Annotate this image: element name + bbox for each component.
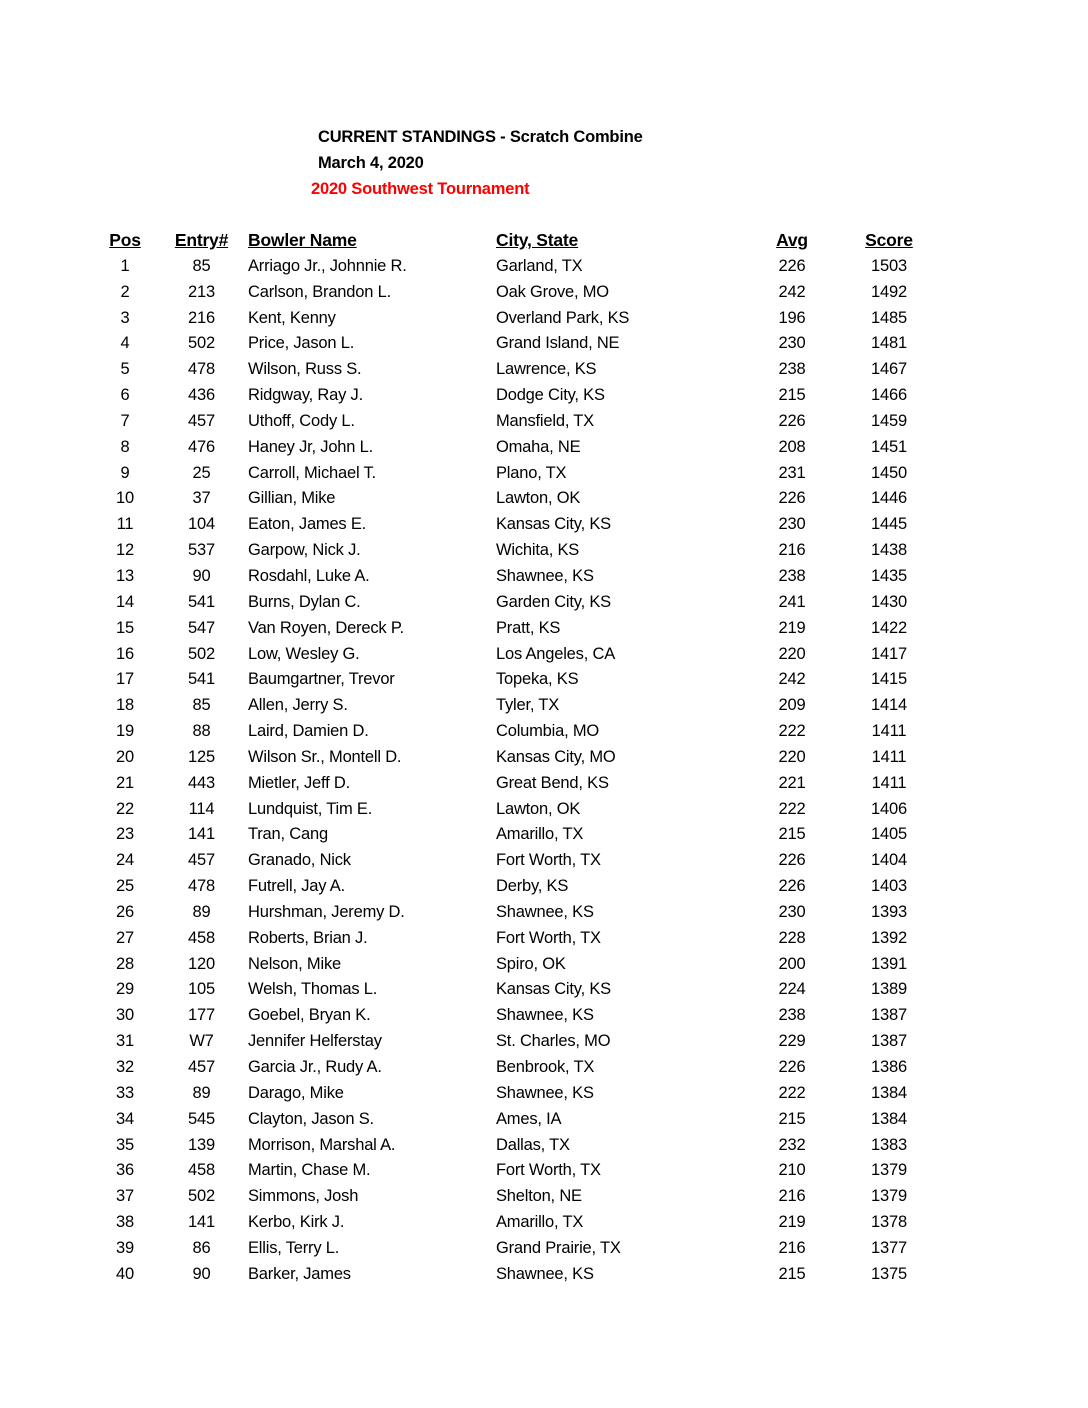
table-row — [95, 1133, 940, 1159]
cell-avg: 226 — [778, 1058, 806, 1076]
cell-bowler-name: Ellis, Terry L. — [248, 1238, 340, 1257]
cell-pos: 24 — [116, 851, 134, 870]
cell-pos: 34 — [116, 1109, 134, 1128]
cell-score: 1386 — [871, 1058, 907, 1076]
cell-pos: 22 — [116, 799, 134, 818]
cell-pos: 28 — [116, 954, 134, 973]
cell-avg: 232 — [778, 1135, 806, 1154]
cell-bowler-name: Darago, Mike — [248, 1083, 344, 1102]
cell-city-state: Amarillo, TX — [496, 825, 584, 844]
cell-city-state: Fort Worth, TX — [496, 928, 601, 947]
cell-pos: 11 — [116, 515, 134, 534]
table-row — [95, 667, 940, 693]
table-row — [95, 1055, 940, 1081]
cell-score: 1503 — [871, 256, 907, 275]
cell-entry: 436 — [188, 386, 215, 405]
cell-entry: 478 — [188, 877, 215, 896]
cell-city-state: Grand Prairie, TX — [496, 1238, 621, 1257]
cell-entry: 458 — [188, 928, 215, 947]
cell-score: 1393 — [871, 902, 907, 921]
cell-avg: 241 — [778, 592, 806, 611]
cell-entry: 37 — [192, 489, 211, 508]
cell-city-state: Fort Worth, TX — [496, 851, 601, 870]
cell-score: 1430 — [871, 592, 907, 611]
cell-score: 1375 — [871, 1264, 907, 1283]
table-row — [95, 745, 940, 771]
cell-avg: 215 — [778, 1109, 806, 1128]
cell-entry: 457 — [188, 1058, 215, 1076]
table-row — [95, 1081, 940, 1107]
cell-score: 1450 — [871, 463, 907, 482]
cell-pos: 25 — [116, 877, 134, 896]
cell-entry: 213 — [188, 282, 215, 301]
column-header-entry: Entry# — [174, 230, 229, 250]
table-row — [95, 435, 940, 461]
cell-pos: 5 — [120, 360, 130, 379]
cell-city-state: Oak Grove, MO — [496, 282, 609, 301]
table-row — [95, 538, 940, 564]
cell-bowler-name: Lundquist, Tim E. — [248, 799, 373, 818]
cell-avg: 196 — [778, 308, 806, 327]
cell-avg: 230 — [778, 515, 806, 534]
table-row — [95, 1236, 940, 1262]
cell-city-state: Kansas City, MO — [496, 747, 616, 766]
cell-score: 1414 — [871, 696, 907, 715]
cell-entry: 105 — [188, 980, 215, 999]
cell-pos: 29 — [116, 980, 134, 999]
cell-pos: 2 — [120, 282, 130, 301]
cell-pos: 19 — [116, 722, 134, 741]
cell-entry: 89 — [192, 902, 211, 921]
cell-entry: 125 — [188, 747, 215, 766]
cell-score: 1492 — [871, 282, 907, 301]
cell-bowler-name: Carroll, Michael T. — [248, 463, 376, 482]
cell-city-state: Lawton, OK — [496, 799, 581, 818]
cell-bowler-name: Welsh, Thomas L. — [248, 980, 378, 999]
cell-bowler-name: Morrison, Marshal A. — [248, 1135, 396, 1154]
cell-bowler-name: Kent, Kenny — [248, 308, 336, 327]
column-header-bowler-name: Bowler Name — [248, 230, 357, 250]
table-row — [95, 461, 940, 487]
cell-bowler-name: Martin, Chase M. — [248, 1161, 371, 1180]
cell-entry: 537 — [188, 541, 215, 560]
cell-bowler-name: Wilson Sr., Montell D. — [248, 747, 402, 766]
cell-city-state: St. Charles, MO — [496, 1032, 611, 1051]
cell-city-state: Dodge City, KS — [496, 386, 605, 405]
table-row — [95, 331, 940, 357]
table-row — [95, 797, 940, 823]
cell-entry: 457 — [188, 851, 215, 870]
cell-bowler-name: Futrell, Jay A. — [248, 877, 345, 896]
cell-city-state: Fort Worth, TX — [496, 1161, 601, 1180]
tournament-name: 2020 Southwest Tournament — [311, 180, 530, 198]
cell-pos: 20 — [116, 747, 134, 766]
cell-avg: 200 — [778, 954, 806, 973]
cell-avg: 242 — [778, 670, 806, 689]
cell-city-state: Shawnee, KS — [496, 566, 594, 585]
cell-bowler-name: Nelson, Mike — [248, 954, 341, 973]
cell-pos: 18 — [116, 696, 134, 715]
cell-pos: 15 — [116, 618, 134, 637]
cell-city-state: Shawnee, KS — [496, 1264, 594, 1283]
table-row — [95, 1262, 940, 1288]
cell-avg: 222 — [778, 1083, 806, 1102]
cell-avg: 208 — [778, 437, 806, 456]
cell-entry: 476 — [188, 437, 215, 456]
cell-score: 1445 — [871, 515, 907, 534]
cell-score: 1467 — [871, 360, 907, 379]
cell-city-state: Lawton, OK — [496, 489, 581, 508]
table-row — [95, 719, 940, 745]
cell-avg: 220 — [778, 747, 806, 766]
cell-score: 1411 — [871, 747, 907, 766]
table-row — [95, 280, 940, 306]
cell-pos: 3 — [120, 308, 130, 327]
cell-city-state: Dallas, TX — [496, 1135, 570, 1154]
cell-avg: 222 — [778, 799, 806, 818]
cell-entry: 541 — [188, 670, 215, 689]
cell-pos: 10 — [116, 489, 134, 508]
cell-score: 1405 — [871, 825, 907, 844]
cell-avg: 230 — [778, 902, 806, 921]
cell-pos: 9 — [120, 463, 130, 482]
cell-pos: 37 — [116, 1187, 134, 1206]
cell-city-state: Spiro, OK — [496, 954, 566, 973]
cell-bowler-name: Burns, Dylan C. — [248, 592, 361, 611]
cell-pos: 13 — [116, 566, 134, 585]
cell-score: 1415 — [871, 670, 907, 689]
column-header-city-state: City, State — [496, 230, 579, 250]
standings-body — [95, 254, 940, 1288]
cell-score: 1451 — [871, 437, 907, 456]
cell-bowler-name: Mietler, Jeff D. — [248, 773, 350, 792]
cell-pos: 1 — [120, 256, 130, 275]
cell-score: 1389 — [871, 980, 907, 999]
cell-pos: 6 — [120, 386, 130, 405]
cell-avg: 215 — [778, 825, 806, 844]
cell-avg: 220 — [778, 644, 806, 663]
cell-avg: 216 — [778, 1187, 806, 1206]
document-date: March 4, 2020 — [318, 154, 424, 172]
cell-bowler-name: Rosdahl, Luke A. — [248, 566, 370, 585]
cell-entry: W7 — [189, 1032, 214, 1051]
cell-city-state: Shawnee, KS — [496, 1083, 594, 1102]
cell-score: 1417 — [871, 644, 907, 663]
table-row — [95, 254, 940, 280]
cell-city-state: Wichita, KS — [496, 541, 580, 560]
cell-pos: 27 — [116, 928, 134, 947]
cell-pos: 21 — [116, 773, 134, 792]
cell-avg: 229 — [778, 1032, 806, 1051]
cell-score: 1446 — [871, 489, 907, 508]
table-row — [95, 564, 940, 590]
cell-entry: 25 — [192, 463, 211, 482]
cell-city-state: Benbrook, TX — [496, 1058, 595, 1076]
cell-city-state: Lawrence, KS — [496, 360, 597, 379]
cell-pos: 36 — [116, 1161, 134, 1180]
cell-pos: 35 — [116, 1135, 134, 1154]
cell-bowler-name: Garpow, Nick J. — [248, 541, 361, 560]
cell-bowler-name: Uthoff, Cody L. — [248, 411, 355, 430]
cell-pos: 4 — [120, 334, 130, 353]
cell-entry: 502 — [188, 644, 215, 663]
cell-score: 1485 — [871, 308, 907, 327]
cell-city-state: Great Bend, KS — [496, 773, 609, 792]
cell-pos: 14 — [116, 592, 134, 611]
cell-entry: 502 — [188, 1187, 215, 1206]
cell-avg: 215 — [778, 386, 806, 405]
cell-entry: 216 — [188, 308, 215, 327]
table-header-row — [95, 228, 940, 254]
cell-entry: 104 — [188, 515, 215, 534]
cell-bowler-name: Gillian, Mike — [248, 489, 336, 508]
cell-bowler-name: Hurshman, Jeremy D. — [248, 902, 405, 921]
cell-avg: 226 — [778, 877, 806, 896]
cell-bowler-name: Baumgartner, Trevor — [248, 670, 395, 689]
cell-bowler-name: Garcia Jr., Rudy A. — [248, 1058, 382, 1076]
cell-bowler-name: Clayton, Jason S. — [248, 1109, 374, 1128]
table-row — [95, 306, 940, 332]
table-row — [95, 383, 940, 409]
cell-entry: 114 — [188, 799, 215, 818]
cell-city-state: Shawnee, KS — [496, 1006, 594, 1025]
cell-score: 1422 — [871, 618, 907, 637]
cell-score: 1383 — [871, 1135, 907, 1154]
cell-bowler-name: Roberts, Brian J. — [248, 928, 368, 947]
cell-bowler-name: Carlson, Brandon L. — [248, 282, 391, 301]
cell-bowler-name: Ridgway, Ray J. — [248, 386, 363, 405]
table-row — [95, 822, 940, 848]
table-row — [95, 357, 940, 383]
cell-avg: 222 — [778, 722, 806, 741]
cell-score: 1387 — [871, 1006, 907, 1025]
cell-score: 1378 — [871, 1213, 907, 1232]
cell-score: 1466 — [871, 386, 907, 405]
cell-bowler-name: Van Royen, Dereck P. — [248, 618, 404, 637]
cell-pos: 33 — [116, 1083, 134, 1102]
cell-avg: 226 — [778, 411, 806, 430]
cell-city-state: Plano, TX — [496, 463, 567, 482]
cell-entry: 458 — [188, 1161, 215, 1180]
cell-avg: 238 — [778, 1006, 806, 1025]
cell-score: 1438 — [871, 541, 907, 560]
cell-city-state: Mansfield, TX — [496, 411, 594, 430]
cell-score: 1384 — [871, 1109, 907, 1128]
cell-pos: 26 — [116, 902, 134, 921]
cell-bowler-name: Allen, Jerry S. — [248, 696, 348, 715]
cell-pos: 16 — [116, 644, 134, 663]
cell-avg: 219 — [778, 1213, 806, 1232]
cell-bowler-name: Goebel, Bryan K. — [248, 1006, 371, 1025]
cell-pos: 31 — [116, 1032, 134, 1051]
cell-score: 1379 — [871, 1187, 907, 1206]
cell-pos: 30 — [116, 1006, 134, 1025]
table-row — [95, 926, 940, 952]
cell-entry: 141 — [188, 825, 215, 844]
cell-avg: 238 — [778, 566, 806, 585]
table-row — [95, 1107, 940, 1133]
table-row — [95, 409, 940, 435]
cell-city-state: Ames, IA — [496, 1109, 562, 1128]
cell-city-state: Garden City, KS — [496, 592, 611, 611]
table-row — [95, 874, 940, 900]
cell-score: 1435 — [871, 566, 907, 585]
table-row — [95, 616, 940, 642]
cell-city-state: Overland Park, KS — [496, 308, 630, 327]
cell-pos: 32 — [116, 1058, 134, 1076]
cell-city-state: Kansas City, KS — [496, 515, 611, 534]
cell-score: 1391 — [871, 954, 907, 973]
cell-avg: 226 — [778, 851, 806, 870]
cell-city-state: Derby, KS — [496, 877, 569, 896]
cell-bowler-name: Haney Jr, John L. — [248, 437, 374, 456]
table-row — [95, 590, 940, 616]
column-header-score: Score — [865, 230, 913, 250]
cell-city-state: Kansas City, KS — [496, 980, 611, 999]
cell-city-state: Columbia, MO — [496, 722, 600, 741]
table-row — [95, 1210, 940, 1236]
cell-bowler-name: Laird, Damien D. — [248, 722, 369, 741]
table-row — [95, 512, 940, 538]
table-row — [95, 1158, 940, 1184]
document-title: CURRENT STANDINGS - Scratch Combine — [318, 128, 643, 146]
cell-score: 1377 — [871, 1238, 907, 1257]
cell-avg: 226 — [778, 256, 806, 275]
cell-entry: 139 — [188, 1135, 215, 1154]
cell-city-state: Garland, TX — [496, 256, 583, 275]
cell-entry: 545 — [188, 1109, 215, 1128]
cell-avg: 216 — [778, 541, 806, 560]
cell-bowler-name: Jennifer Helferstay — [248, 1032, 382, 1051]
cell-city-state: Omaha, NE — [496, 437, 581, 456]
cell-entry: 88 — [192, 722, 211, 741]
table-row — [95, 1003, 940, 1029]
cell-bowler-name: Simmons, Josh — [248, 1187, 359, 1206]
cell-city-state: Los Angeles, CA — [496, 644, 615, 663]
cell-entry: 89 — [192, 1083, 211, 1102]
cell-pos: 38 — [116, 1213, 134, 1232]
cell-entry: 90 — [192, 566, 211, 585]
cell-avg: 219 — [778, 618, 806, 637]
cell-bowler-name: Tran, Cang — [248, 825, 328, 844]
table-row — [95, 1029, 940, 1055]
table-row — [95, 693, 940, 719]
cell-score: 1481 — [871, 334, 907, 353]
cell-avg: 228 — [778, 928, 806, 947]
standings-table — [95, 228, 940, 1288]
cell-score: 1406 — [871, 799, 907, 818]
cell-entry: 457 — [188, 411, 215, 430]
cell-entry: 141 — [188, 1213, 215, 1232]
cell-entry: 443 — [188, 773, 215, 792]
cell-entry: 177 — [188, 1006, 215, 1025]
cell-city-state: Amarillo, TX — [496, 1213, 584, 1232]
cell-entry: 86 — [192, 1238, 211, 1257]
cell-entry: 547 — [188, 618, 215, 637]
cell-avg: 210 — [778, 1161, 806, 1180]
cell-city-state: Shawnee, KS — [496, 902, 594, 921]
cell-bowler-name: Barker, James — [248, 1264, 351, 1283]
cell-avg: 209 — [778, 696, 806, 715]
cell-score: 1384 — [871, 1083, 907, 1102]
table-row — [95, 1184, 940, 1210]
table-row — [95, 952, 940, 978]
cell-entry: 120 — [188, 954, 215, 973]
table-row — [95, 977, 940, 1003]
cell-avg: 230 — [778, 334, 806, 353]
cell-score: 1411 — [871, 722, 907, 741]
cell-bowler-name: Wilson, Russ S. — [248, 360, 362, 379]
cell-score: 1403 — [871, 877, 907, 896]
cell-city-state: Grand Island, NE — [496, 334, 620, 353]
cell-score: 1459 — [871, 411, 907, 430]
cell-bowler-name: Price, Jason L. — [248, 334, 355, 353]
cell-pos: 40 — [116, 1264, 134, 1283]
cell-avg: 216 — [778, 1238, 806, 1257]
cell-bowler-name: Arriago Jr., Johnnie R. — [248, 256, 407, 275]
cell-avg: 221 — [778, 773, 806, 792]
cell-score: 1392 — [871, 928, 907, 947]
cell-bowler-name: Granado, Nick — [248, 851, 351, 870]
cell-avg: 238 — [778, 360, 806, 379]
cell-avg: 242 — [778, 282, 806, 301]
cell-entry: 90 — [192, 1264, 211, 1283]
cell-score: 1404 — [871, 851, 907, 870]
cell-city-state: Tyler, TX — [496, 696, 559, 715]
cell-entry: 502 — [188, 334, 215, 353]
cell-avg: 215 — [778, 1264, 806, 1283]
table-row — [95, 771, 940, 797]
cell-avg: 231 — [778, 463, 806, 482]
cell-bowler-name: Kerbo, Kirk J. — [248, 1213, 345, 1232]
cell-pos: 17 — [116, 670, 134, 689]
cell-entry: 85 — [192, 256, 211, 275]
cell-bowler-name: Eaton, James E. — [248, 515, 367, 534]
cell-entry: 478 — [188, 360, 215, 379]
table-row — [95, 848, 940, 874]
cell-pos: 8 — [120, 437, 130, 456]
column-header-avg: Avg — [776, 230, 808, 250]
cell-pos: 23 — [116, 825, 134, 844]
cell-pos: 7 — [120, 411, 130, 430]
cell-city-state: Pratt, KS — [496, 618, 561, 637]
cell-score: 1411 — [871, 773, 907, 792]
cell-city-state: Shelton, NE — [496, 1187, 582, 1206]
cell-city-state: Topeka, KS — [496, 670, 579, 689]
table-row — [95, 900, 940, 926]
cell-avg: 226 — [778, 489, 806, 508]
cell-entry: 541 — [188, 592, 215, 611]
cell-entry: 85 — [192, 696, 211, 715]
cell-pos: 12 — [116, 541, 134, 560]
document-header — [311, 124, 643, 202]
table-row — [95, 486, 940, 512]
cell-score: 1387 — [871, 1032, 907, 1051]
cell-bowler-name: Low, Wesley G. — [248, 644, 360, 663]
table-row — [95, 642, 940, 668]
column-header-pos: Pos — [109, 230, 141, 250]
cell-score: 1379 — [871, 1161, 907, 1180]
cell-avg: 224 — [778, 980, 806, 999]
cell-pos: 39 — [116, 1238, 134, 1257]
